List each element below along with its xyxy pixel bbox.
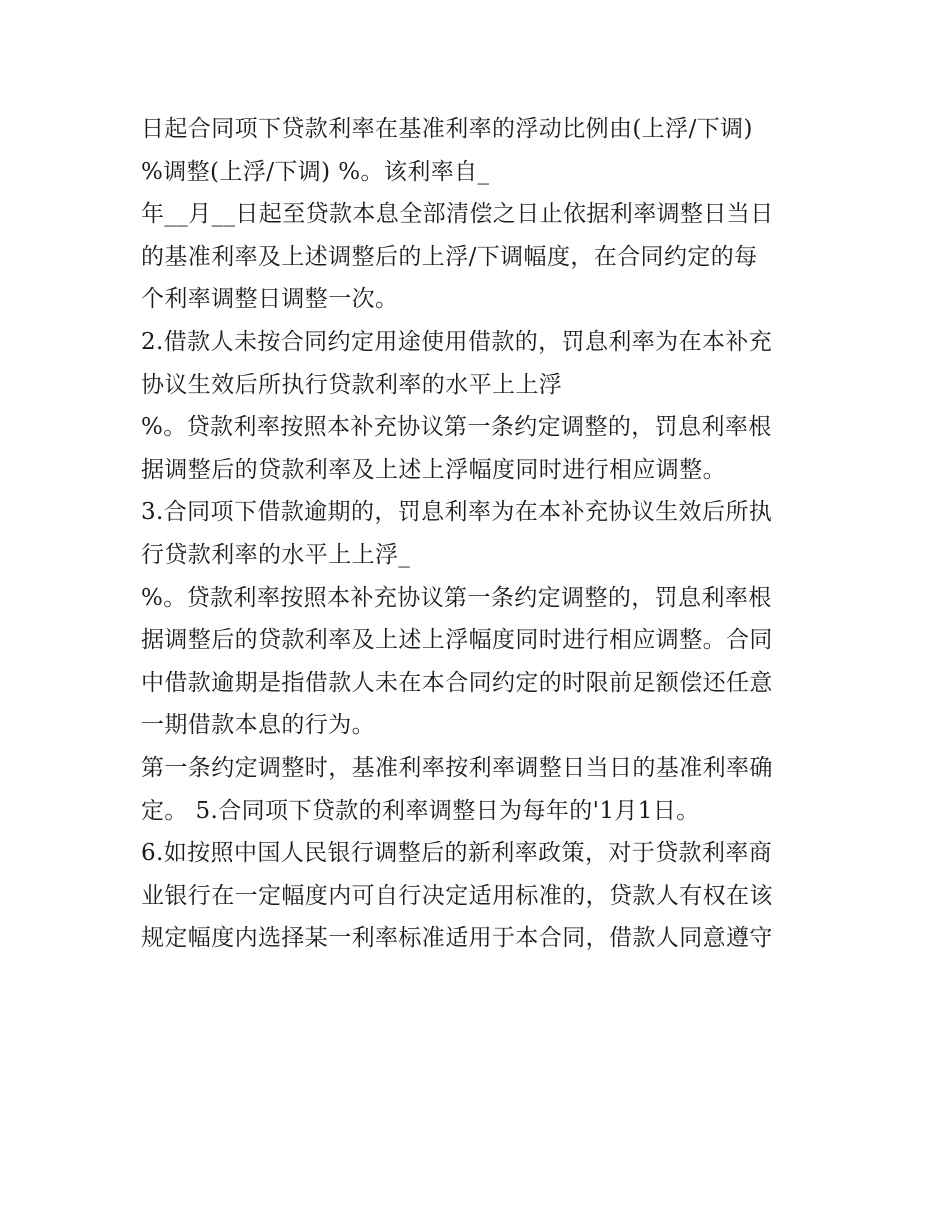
- text-line: 第一条约定调整时，基准利率按利率调整日当日的基准利率确: [141, 754, 773, 781]
- text-line: %。贷款利率按照本补充协议第一条约定调整的，罚息利率根: [141, 414, 772, 441]
- text-line: 年__月__日起至贷款本息全部清偿之日止依据利率调整日当日: [141, 201, 774, 228]
- text-line: 一期借款本息的行为。: [141, 712, 375, 739]
- text-line: 6.如按照中国人民银行调整后的新利率政策，对于贷款利率商: [141, 840, 773, 867]
- text-line: 据调整后的贷款利率及上述上浮幅度同时进行相应调整。合同: [141, 627, 773, 654]
- text-line: 3.合同项下借款逾期的，罚息利率为在本补充协议生效后所执: [141, 499, 773, 526]
- text-line: 中借款逾期是指借款人未在本合同约定的时限前足额偿还任意: [141, 669, 773, 696]
- text-line: 的基准利率及上述调整后的上浮/下调幅度，在合同约定的每: [141, 243, 758, 270]
- text-line: %。贷款利率按照本补充协议第一条约定调整的，罚息利率根: [141, 584, 772, 611]
- text-line: 日起合同项下贷款利率在基准利率的浮动比例由(上浮/下调): [141, 116, 753, 142]
- text-line: 2.借款人未按合同约定用途使用借款的，罚息利率为在本补充: [141, 328, 773, 355]
- text-line: 据调整后的贷款利率及上述上浮幅度同时进行相应调整。: [141, 456, 726, 483]
- text-line: 规定幅度内选择某一利率标准适用于本合同，借款人同意遵守: [141, 925, 773, 952]
- text-line: 定。 5.合同项下贷款的利率调整日为每年的'1月1日。: [141, 797, 700, 824]
- text-line: 协议生效后所执行贷款利率的水平上上浮: [141, 371, 563, 398]
- document-body: [141, 108, 831, 960]
- text-line: 行贷款利率的水平上上浮_: [141, 541, 411, 568]
- text-line: %调整(上浮/下调) %。该利率自_: [141, 158, 490, 185]
- text-line: 业银行在一定幅度内可自行决定适用标准的，贷款人有权在该: [141, 882, 773, 909]
- text-line: 个利率调整日调整一次。: [141, 286, 399, 313]
